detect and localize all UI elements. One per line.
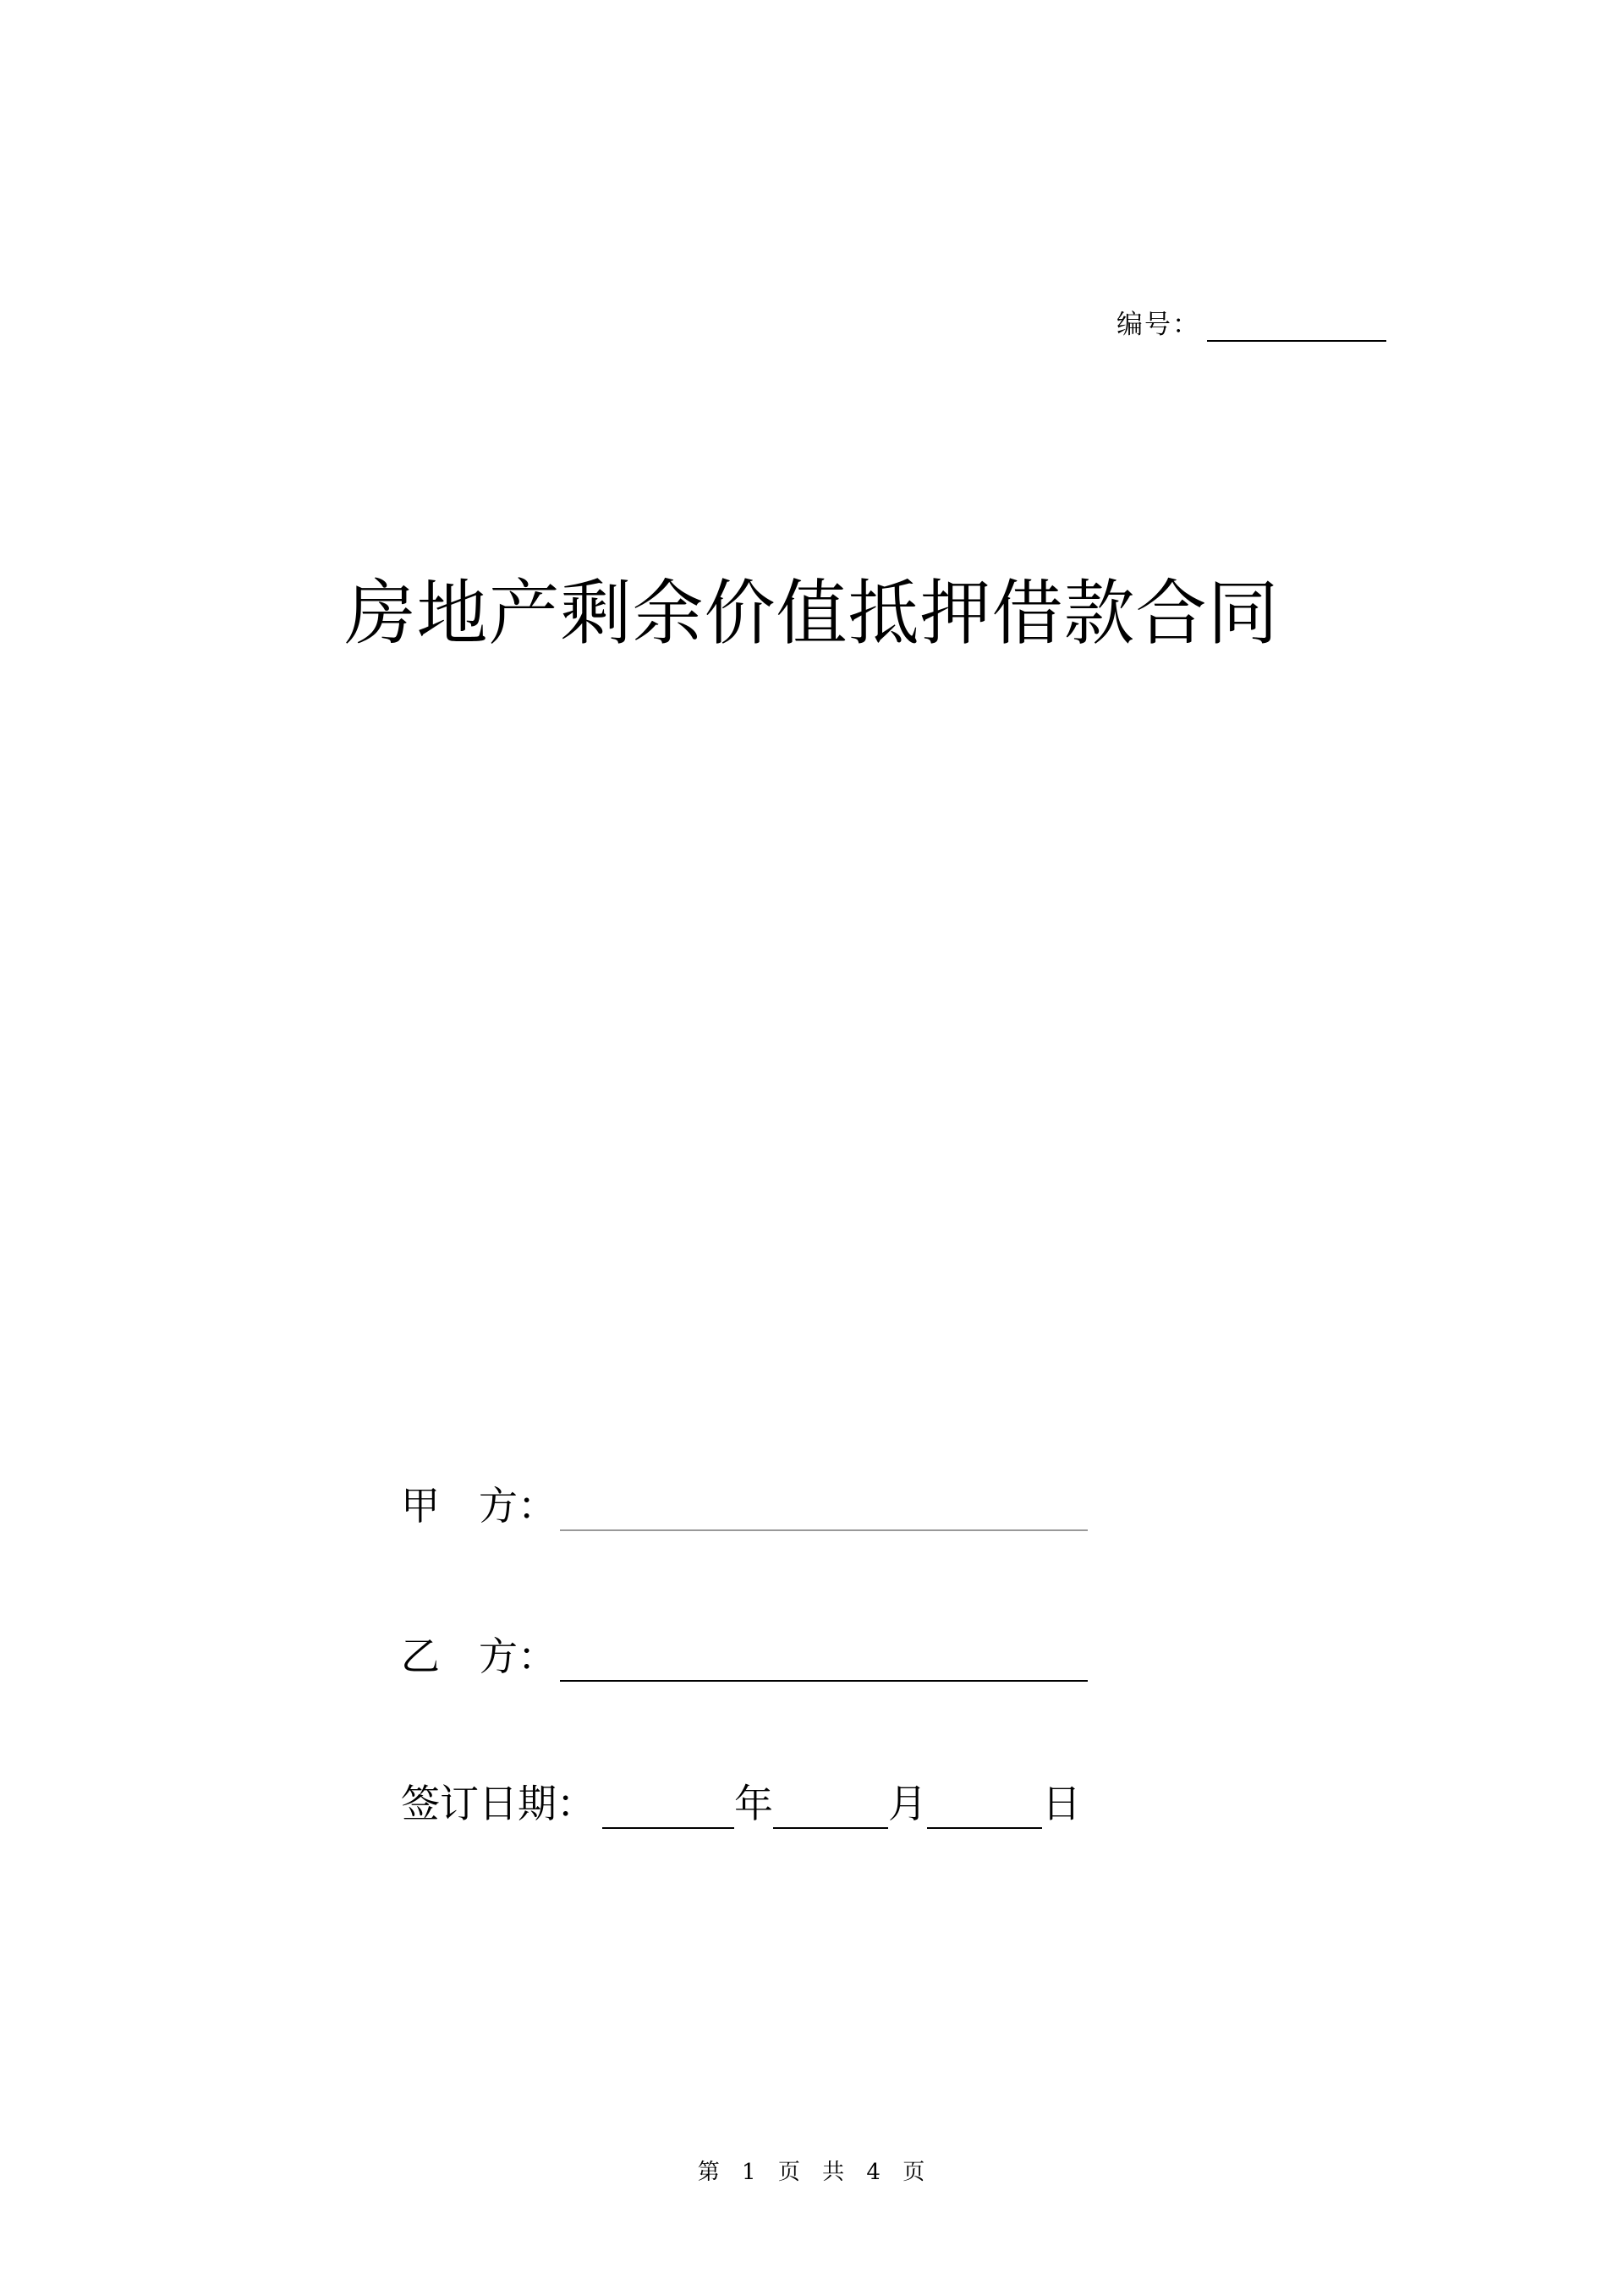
- party-a-label: [401, 1480, 557, 1531]
- signing-date-row: [401, 1778, 1081, 1829]
- serial-number-blank[interactable]: [1207, 308, 1386, 342]
- party-b-label-suffix: 方：: [479, 1633, 557, 1679]
- day-blank[interactable]: [927, 1783, 1042, 1829]
- year-label: 年: [734, 1781, 773, 1826]
- document-title: 房地产剩余价值抵押借款合同: [344, 572, 1280, 655]
- party-b-label: [401, 1631, 557, 1682]
- serial-number-row: [1116, 298, 1386, 342]
- month-label: 月: [888, 1781, 927, 1826]
- party-b-row: [401, 1631, 1088, 1682]
- signing-date-label: 签订日期：: [401, 1781, 595, 1826]
- party-b-label-char: 乙: [401, 1633, 440, 1679]
- party-a-blank[interactable]: [560, 1485, 1088, 1531]
- month-blank[interactable]: [773, 1783, 888, 1829]
- party-a-row: [401, 1480, 1088, 1531]
- serial-number-label: 编号：: [1116, 310, 1200, 340]
- party-b-blank[interactable]: [560, 1636, 1088, 1682]
- day-label: 日: [1042, 1781, 1081, 1826]
- party-a-label-char: 甲: [401, 1483, 440, 1529]
- party-a-label-suffix: 方：: [479, 1483, 557, 1529]
- page-footer: 第 1 页 共 4 页: [697, 2160, 927, 2185]
- year-blank[interactable]: [602, 1783, 734, 1829]
